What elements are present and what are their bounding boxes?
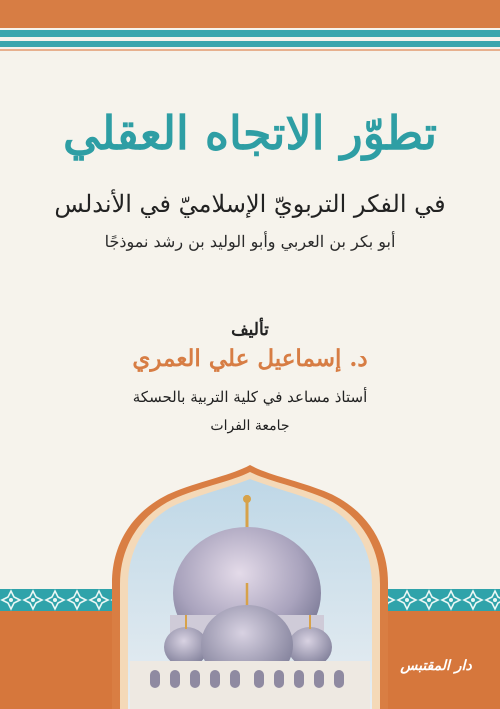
author-description: أستاذ مساعد في كلية التربية بالحسكة — [132, 388, 368, 406]
author-label: تأليف — [231, 320, 269, 340]
author-name: د. إسماعيل علي العمري — [132, 345, 368, 372]
book-subtitle: في الفكر التربويّ الإسلاميّ في الأندلس — [54, 190, 446, 218]
book-title: تطوّر الاتجاه العقلي — [63, 106, 437, 160]
top-teal-stripe-2 — [0, 41, 500, 47]
top-teal-stripe — [0, 30, 500, 37]
top-thin-line — [0, 49, 500, 51]
author-university: جامعة الفرات — [210, 418, 290, 434]
book-subtitle-secondary: أبو بكر بن العربي وأبو الوليد بن رشد نموذجًا — [104, 232, 396, 251]
publisher-logo: دار المقتبس — [400, 658, 472, 674]
top-orange-band — [0, 0, 500, 28]
